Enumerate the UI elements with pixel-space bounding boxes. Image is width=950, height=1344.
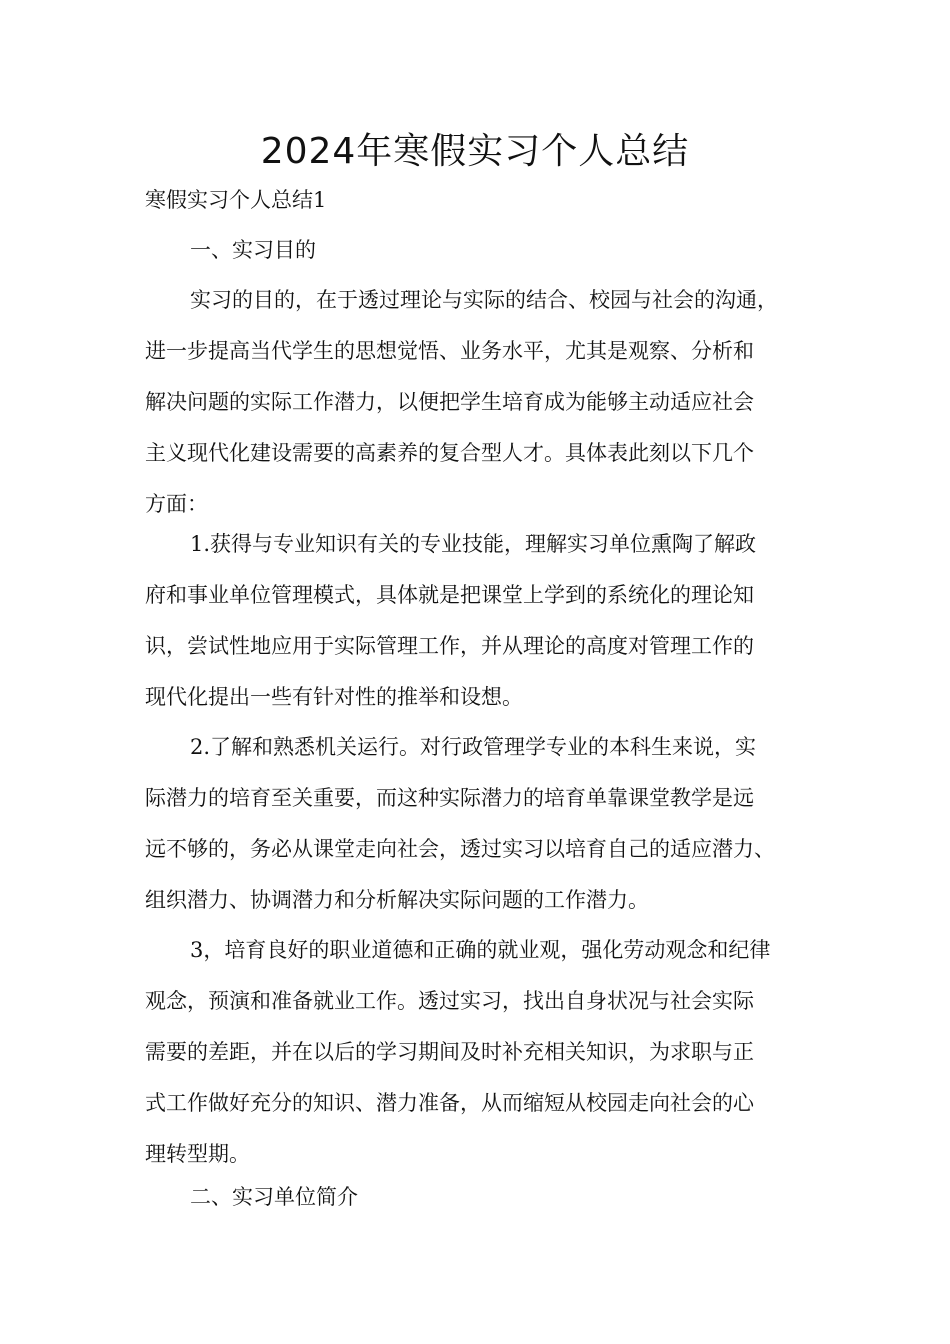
paragraph-line: 现代化提出一些有针对性的推举和设想。 [145,685,523,709]
paragraph-line: 3，培育良好的职业道德和正确的就业观，强化劳动观念和纪律 [190,938,771,962]
paragraph-line: 解决问题的实际工作潜力，以便把学生培育成为能够主动适应社会 [145,390,754,414]
section-heading-company: 二、实习单位简介 [190,1185,358,1209]
paragraph-line: 府和事业单位管理模式，具体就是把课堂上学到的系统化的理论知 [145,583,754,607]
paragraph-item-1 [145,519,815,723]
paragraph-intro [145,275,815,530]
paragraph-line: 需要的差距，并在以后的学习期间及时补充相关知识，为求职与正 [145,1040,754,1064]
paragraph-item-3 [145,925,815,1180]
paragraph-line: 1.获得与专业知识有关的专业技能，理解实习单位熏陶了解政 [190,532,757,556]
paragraph-line: 理转型期。 [145,1142,250,1166]
paragraph-line: 方面： [145,492,208,516]
paragraph-line: 进一步提高当代学生的思想觉悟、业务水平，尤其是观察、分析和 [145,339,754,363]
paragraph-line: 识，尝试性地应用于实际管理工作，并从理论的高度对管理工作的 [145,634,754,658]
section-heading-purpose: 一、实习目的 [190,238,316,262]
paragraph-line: 观念，预演和准备就业工作。透过实习，找出自身状况与社会实际 [145,989,754,1013]
paragraph-item-2 [145,722,815,926]
paragraph-line: 2.了解和熟悉机关运行。对行政管理学专业的本科生来说，实 [190,735,757,759]
paragraph-line: 式工作做好充分的知识、潜力准备，从而缩短从校园走向社会的心 [145,1091,754,1115]
document-subtitle: 寒假实习个人总结1 [145,188,327,212]
document-title: 2024年寒假实习个人总结 [260,131,690,172]
paragraph-line: 实习的目的，在于透过理论与实际的结合、校园与社会的沟通， [190,288,778,312]
paragraph-line: 际潜力的培育至关重要，而这种实际潜力的培育单靠课堂教学是远 [145,786,754,810]
paragraph-line: 远不够的，务必从课堂走向社会，透过实习以培育自己的适应潜力、 [145,837,775,861]
paragraph-line: 主义现代化建设需要的高素养的复合型人才。具体表此刻以下几个 [145,441,754,465]
paragraph-line: 组织潜力、协调潜力和分析解决实际问题的工作潜力。 [145,888,649,912]
